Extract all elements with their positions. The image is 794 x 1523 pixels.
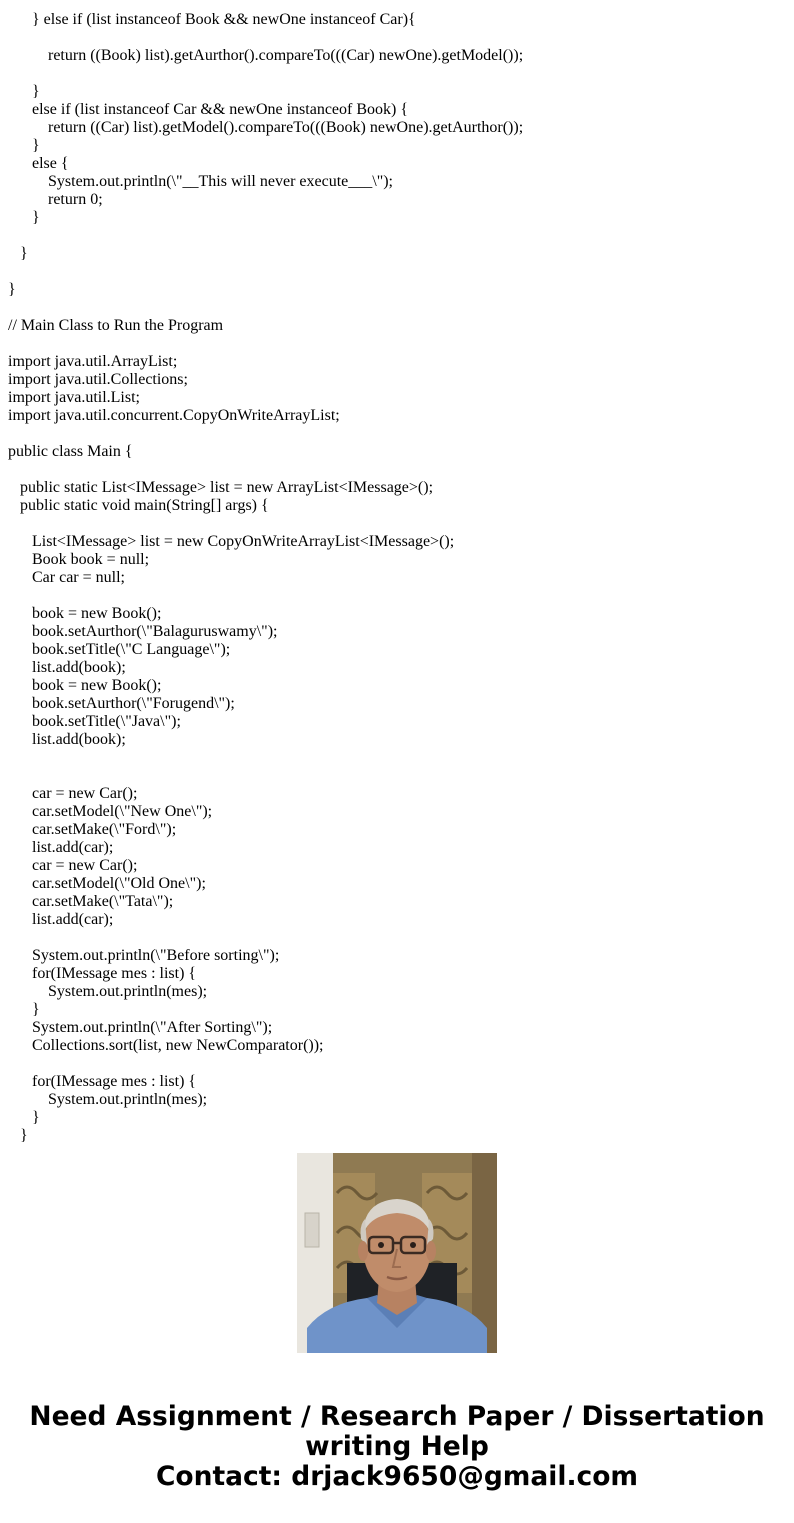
code-line: } [8, 1109, 40, 1126]
code-line: car.setMake(\"Ford\"); [8, 821, 177, 838]
code-line: car.setModel(\"Old One\"); [8, 875, 206, 892]
code-line: for(IMessage mes : list) { [8, 965, 197, 982]
code-line: import java.util.Collections; [8, 371, 188, 388]
code-line: book = new Book(); [8, 605, 162, 622]
code-line: car.setMake(\"Tata\"); [8, 893, 174, 910]
code-line: } [8, 1001, 40, 1018]
code-line: return ((Car) list).getModel().compareTo(((Book) newOne).getAurthor()); [8, 119, 524, 136]
footer-line-1: Need Assignment / Research Paper / Dissertation [29, 1401, 765, 1432]
code-line: list.add(car); [8, 839, 114, 856]
code-line: System.out.println(\"Before sorting\"); [8, 947, 280, 964]
code-line: else if (list instanceof Car && newOne instanceof Book) { [8, 101, 409, 118]
code-line: public static List<IMessage> list = new ArrayList<IMessage>(); [8, 479, 434, 496]
code-line: System.out.println(mes); [8, 983, 208, 1000]
code-line: book.setAurthor(\"Forugend\"); [8, 695, 235, 712]
code-block [8, 11, 523, 1145]
footer-line-3: Contact: drjack9650@gmail.com [155, 1461, 639, 1492]
code-line: car.setModel(\"New One\"); [8, 803, 213, 820]
code-line: List<IMessage> list = new CopyOnWriteArrayList<IMessage>(); [8, 533, 455, 550]
code-line: list.add(car); [8, 911, 114, 928]
code-line: System.out.println(\"After Sorting\"); [8, 1019, 273, 1036]
code-line: return 0; [8, 191, 103, 208]
code-line: } [8, 83, 40, 100]
code-line: Collections.sort(list, new NewComparator()); [8, 1037, 324, 1054]
code-line: } [8, 137, 40, 154]
code-line: list.add(book); [8, 731, 126, 748]
code-line: } [8, 209, 40, 226]
code-line: System.out.println(mes); [8, 1091, 208, 1108]
code-line: return ((Book) list).getAurthor().compareTo(((Car) newOne).getModel()); [8, 47, 524, 64]
code-line: Car car = null; [8, 569, 125, 586]
code-line: } [8, 1127, 28, 1144]
code-line: } else if (list instanceof Book && newOne instanceof Car){ [8, 11, 416, 28]
code-line: book.setTitle(\"C Language\"); [8, 641, 231, 658]
code-line: list.add(book); [8, 659, 126, 676]
author-photo-icon [297, 1153, 497, 1353]
code-line: public static void main(String[] args) { [8, 497, 269, 514]
code-line: for(IMessage mes : list) { [8, 1073, 197, 1090]
code-line: book = new Book(); [8, 677, 162, 694]
code-line: Book book = null; [8, 551, 150, 568]
code-line: import java.util.ArrayList; [8, 353, 178, 370]
code-line: public class Main { [8, 443, 133, 460]
code-line: System.out.println(\"__This will never execute___\"); [8, 173, 393, 190]
code-line: import java.util.List; [8, 389, 140, 406]
code-line: car = new Car(); [8, 857, 138, 874]
code-line: import java.util.concurrent.CopyOnWriteArrayList; [8, 407, 340, 424]
code-line: else { [8, 155, 69, 172]
footer-line-2: writing Help [305, 1431, 489, 1462]
code-line: car = new Car(); [8, 785, 138, 802]
code-line: book.setAurthor(\"Balaguruswamy\"); [8, 623, 278, 640]
code-line: // Main Class to Run the Program [8, 317, 224, 334]
code-line: book.setTitle(\"Java\"); [8, 713, 181, 730]
footer-contact [0, 1402, 794, 1492]
code-line: } [8, 281, 16, 298]
code-line: } [8, 245, 28, 262]
